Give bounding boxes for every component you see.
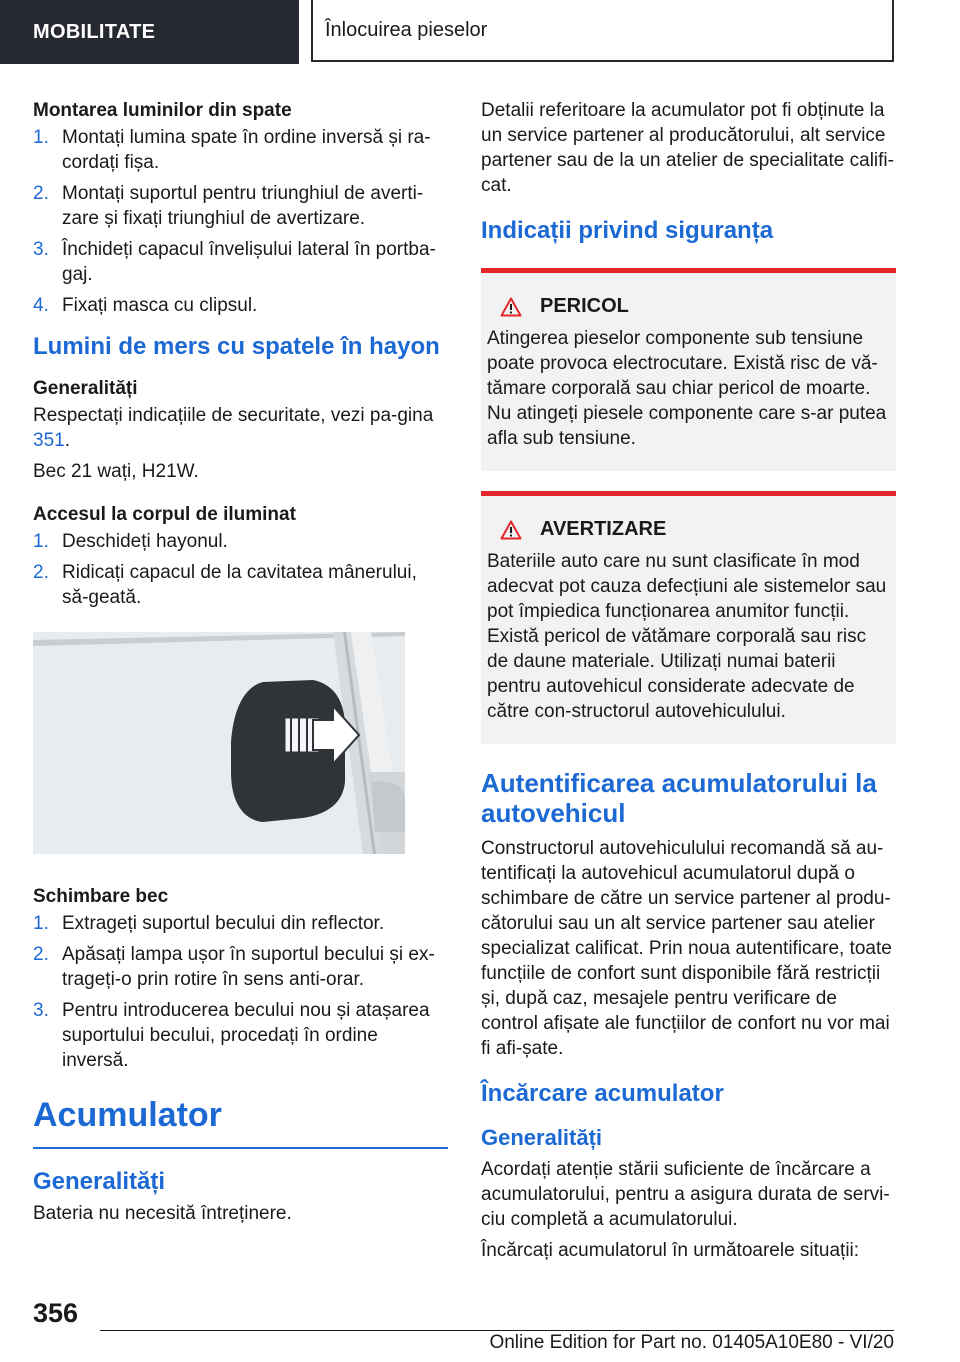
warning-title: AVERTIZARE: [487, 518, 888, 541]
steps-list: [33, 125, 448, 318]
illustration-svg: [33, 632, 405, 854]
chapter-title: Înlocuirea pieselor: [325, 18, 488, 41]
paragraph: Încărcați acumulatorul în următoarele situații:: [481, 1240, 860, 1261]
section-heading: Generalități: [33, 1168, 166, 1195]
section-heading: Indicații privind siguranța: [481, 217, 774, 244]
warning-box: [481, 491, 896, 744]
footer-divider: [100, 1330, 894, 1331]
subsection-title: Accesul la corpul de iluminat: [33, 504, 296, 525]
section-heading: Autentificarea acumulatorului la autovehicul: [481, 768, 877, 828]
list-item: 2. Ridicați capacul de la cavitatea mânerului, să-geată.: [33, 562, 417, 608]
subsection-title: Montarea luminilor din spate: [33, 100, 292, 121]
danger-text: Atingerea pieselor componente sub tensiune poate provoca electrocutare. Există risc de vă-tămare corporală sau chiar pericol de moarte. Nu atingeți piesele componente care s-ar putea afla sub tensiune.: [487, 328, 887, 449]
subsection-heading: Generalități: [481, 1125, 603, 1150]
page-link[interactable]: 351: [33, 430, 65, 451]
heading-divider: [33, 1147, 448, 1149]
section-heading: Lumini de mers cu spatele în hayon: [33, 333, 440, 360]
danger-box: [481, 268, 896, 471]
subsection-title: Schimbare bec: [33, 886, 169, 907]
list-item: 1. Montați lumina spate în ordine inversă și ra-cordați fișa.: [33, 127, 431, 173]
left-column: [33, 98, 448, 1232]
list-item: 1. Deschideți hayonul.: [33, 531, 228, 552]
danger-title: PERICOL: [487, 295, 888, 318]
paragraph: Respectați indicațiile de securitate, vezi pa-gina 351.: [33, 405, 434, 451]
page-number: 356: [33, 1298, 79, 1328]
list-item: 3. Pentru introducerea becului nou și atașarea suportului becului, procedați în ordine inversă.: [33, 1000, 430, 1071]
tailgate-handle-illustration: [33, 632, 405, 854]
subsection-title: Generalități: [33, 378, 138, 399]
list-item: 3. Închideți capacul învelișului lateral în portba-gaj.: [33, 239, 436, 285]
paragraph: Acordați atenție stării suficiente de încărcare a acumulatorului, pentru a asigura durata de servi-ciu completă a acumulatorului.: [481, 1159, 890, 1230]
chapter-tab: [311, 0, 894, 62]
list-item: 2. Apăsați lampa ușor în suportul becului și ex-trageți-o prin rotire în sens anti-orar.: [33, 944, 435, 990]
right-column: [481, 98, 896, 1269]
chapter-heading: Acumulator: [33, 1096, 222, 1134]
paragraph: Constructorul autovehiculului recomandă să au-tentificați la autovehicul acumulatorul după o schimbare de către un service partener al produ-cătorului sau un alt service partener sau atelier specializat calificat. Prin noua autentificare, toate funcțiile de confort sunt disponibile fără restricții și, după caz, mesajele pentru verificare de control afișate ale funcțiilor de confort nu vor mai fi afi-șate.: [481, 838, 892, 1059]
warning-triangle-icon: [500, 297, 522, 317]
paragraph: Detalii referitoare la acumulator pot fi obținute la un service partener al producătorului, alt service partener sau de la un atelier de specialitate califi-cat.: [481, 100, 894, 196]
section-title: MOBILITATE: [33, 20, 156, 43]
steps-list: [33, 529, 448, 610]
list-item: 2. Montați suportul pentru triunghiul de averti-zare și fixați triunghiul de avertizare.: [33, 183, 424, 229]
paragraph: Bateria nu necesită întreținere.: [33, 1203, 292, 1224]
paragraph: Bec 21 wați, H21W.: [33, 461, 199, 482]
section-tab: [0, 0, 299, 64]
section-heading: Încărcare acumulator: [481, 1080, 724, 1107]
list-item: 1. Extrageți suportul becului din reflector.: [33, 913, 385, 934]
list-item: 4. Fixați masca cu clipsul.: [33, 295, 258, 316]
warning-triangle-icon: [500, 520, 522, 540]
steps-list: [33, 911, 448, 1073]
edition-note: Online Edition for Part no. 01405A10E80 - VI/20: [489, 1332, 894, 1353]
warning-text: Bateriile auto care nu sunt clasificate în mod adecvat pot cauza defecțiuni ale sistemelor sau pot împiedica funcționarea anumitor funcții. Există pericol de vătămare corporală sau risc de daune materiale. Utilizați numai baterii pentru autovehicul considerate adecvate de către con-structorul autovehiculului.: [487, 551, 887, 722]
